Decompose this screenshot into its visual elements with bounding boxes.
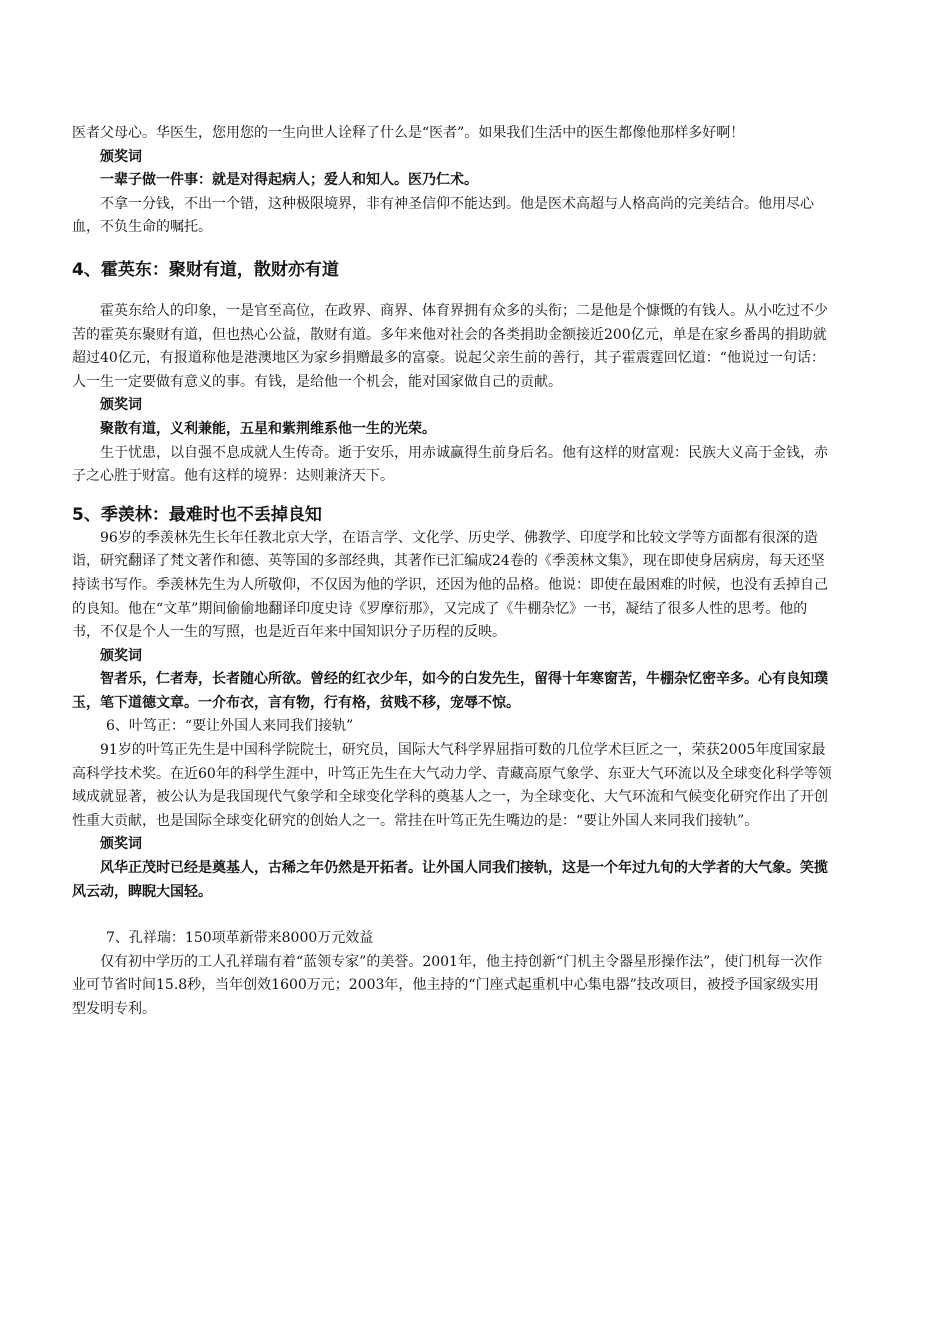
huo-award-text: 聚散有道，义利兼能，五星和紫荆维系他一生的光荣。: [100, 420, 436, 437]
hua-award-text: 一辈子做一件事：就是对得起病人；爱人和知人。医乃仁术。: [100, 172, 478, 189]
paragraph-ye: 91岁的叶笃正先生是中国科学院院士，研究员，国际大气科学界屈指可数的几位学术巨匠之一，荣获2005年度国家最高科学技术奖。在近60年的科学生涯中，叶笃正先生在大气动力学、青藏高原气象学、东亚大气环流以及全球变化科学等领域成就显著，被公认为是我国现代气象学和全球变化学科的奠基人之一，为全球变化、大气环流和气候变化研究作出了开创性重大贡献，也是国际全球变化研究的创始人之一。常挂在叶笃正先生嘴边的是：“要让外国人来同我们接轨”。: [72, 742, 832, 829]
award-label: 颁奖词: [100, 647, 142, 664]
paragraph-kong: 仅有初中学历的工人孔祥瑞有着“蓝领专家”的美誉。2001年，他主持创新“门机主令器星形操作法”，使门机每一次作业可节省时间15.8秒，当年创效1600万元；2003年，他主持的“门座式起重机中心集电器”技改项目，被授予国家级实用型发明专利。: [72, 953, 823, 1017]
award-label: 颁奖词: [100, 836, 142, 853]
heading-5: 5、季羡林：最难时也不丢掉良知: [72, 504, 322, 525]
heading-7: 7、孔祥瑞：150项革新带来8000万元效益: [106, 930, 374, 947]
award-label: 颁奖词: [100, 397, 142, 414]
document-page: [72, 122, 832, 1022]
huo-comment: 生于忧患，以自强不息成就人生传奇。逝于安乐，用赤诚赢得生前身后名。他有这样的财富观：民族大义高于金钱，赤子之心胜于财富。他有这样的境界：达则兼济天下。: [72, 444, 828, 485]
ye-award-text: 风华正茂时已经是奠基人，古稀之年仍然是开拓者。让外国人同我们接轨，这是一个年过九旬的大学者的大气象。笑揽风云动，睥睨大国轻。: [72, 860, 828, 900]
paragraph-huo: 霍英东给人的印象，一是官至高位，在政界、商界、体育界拥有众多的头衔；二是他是个慷慨的有钱人。从小吃过不少苦的霍英东聚财有道，但也热心公益，散财有道。多年来他对社会的各类捐助金额接近200亿元，单是在家乡番禺的捐助就超过40亿元，有报道称他是港澳地区为家乡捐赠最多的富豪。说起父亲生前的善行，其子霍震霆回忆道：“他说过一句话：人一生一定要做有意义的事。有钱，是给他一个机会，能对国家做自己的贡献。: [72, 302, 828, 390]
award-label: 颁奖词: [100, 148, 142, 165]
ji-award-text: 智者乐，仁者寿，长者随心所欲。曾经的红衣少年，如今的白发先生，留得十年寒窗苦，牛棚杂忆密辛多。心有良知璞玉，笔下道德文章。一介布衣，言有物，行有格，贫贱不移，宠辱不惊。: [72, 671, 828, 711]
heading-4: 4、霍英东：聚财有道，散财亦有道: [72, 259, 339, 280]
hua-comment: 不拿一分钱，不出一个错，这种极限境界，非有神圣信仰不能达到。他是医术高超与人格高尚的完美结合。他用尽心血，不负生命的嘱托。: [72, 195, 814, 236]
paragraph-ji: 96岁的季羡林先生长年任教北京大学，在语言学、文化学、历史学、佛教学、印度学和比较文学等方面都有很深的造诣，研究翻译了梵文著作和德、英等国的多部经典，其著作已汇编成24卷的《季羡林文集》，现在即使身居病房，每天还坚持读书写作。季羡林先生为人所敬仰，不仅因为他的学识，还因为他的品格。他说：即使在最困难的时候，也没有丢掉自己的良知。他在“文革”期间偷偷地翻译印度史诗《罗摩衍那》，又完成了《牛棚杂忆》一书，凝结了很多人性的思考。他的书，不仅是个人一生的写照，也是近百年来中国知识分子历程的反映。: [72, 529, 828, 641]
paragraph-hua-end: 医者父母心。华医生，您用您的一生向世人诠释了什么是“医者”。如果我们生活中的医生都像他那样多好啊！: [72, 125, 745, 141]
heading-6: 6、叶笃正：“要让外国人来同我们接轨”: [106, 718, 354, 735]
spacer: [72, 904, 832, 927]
